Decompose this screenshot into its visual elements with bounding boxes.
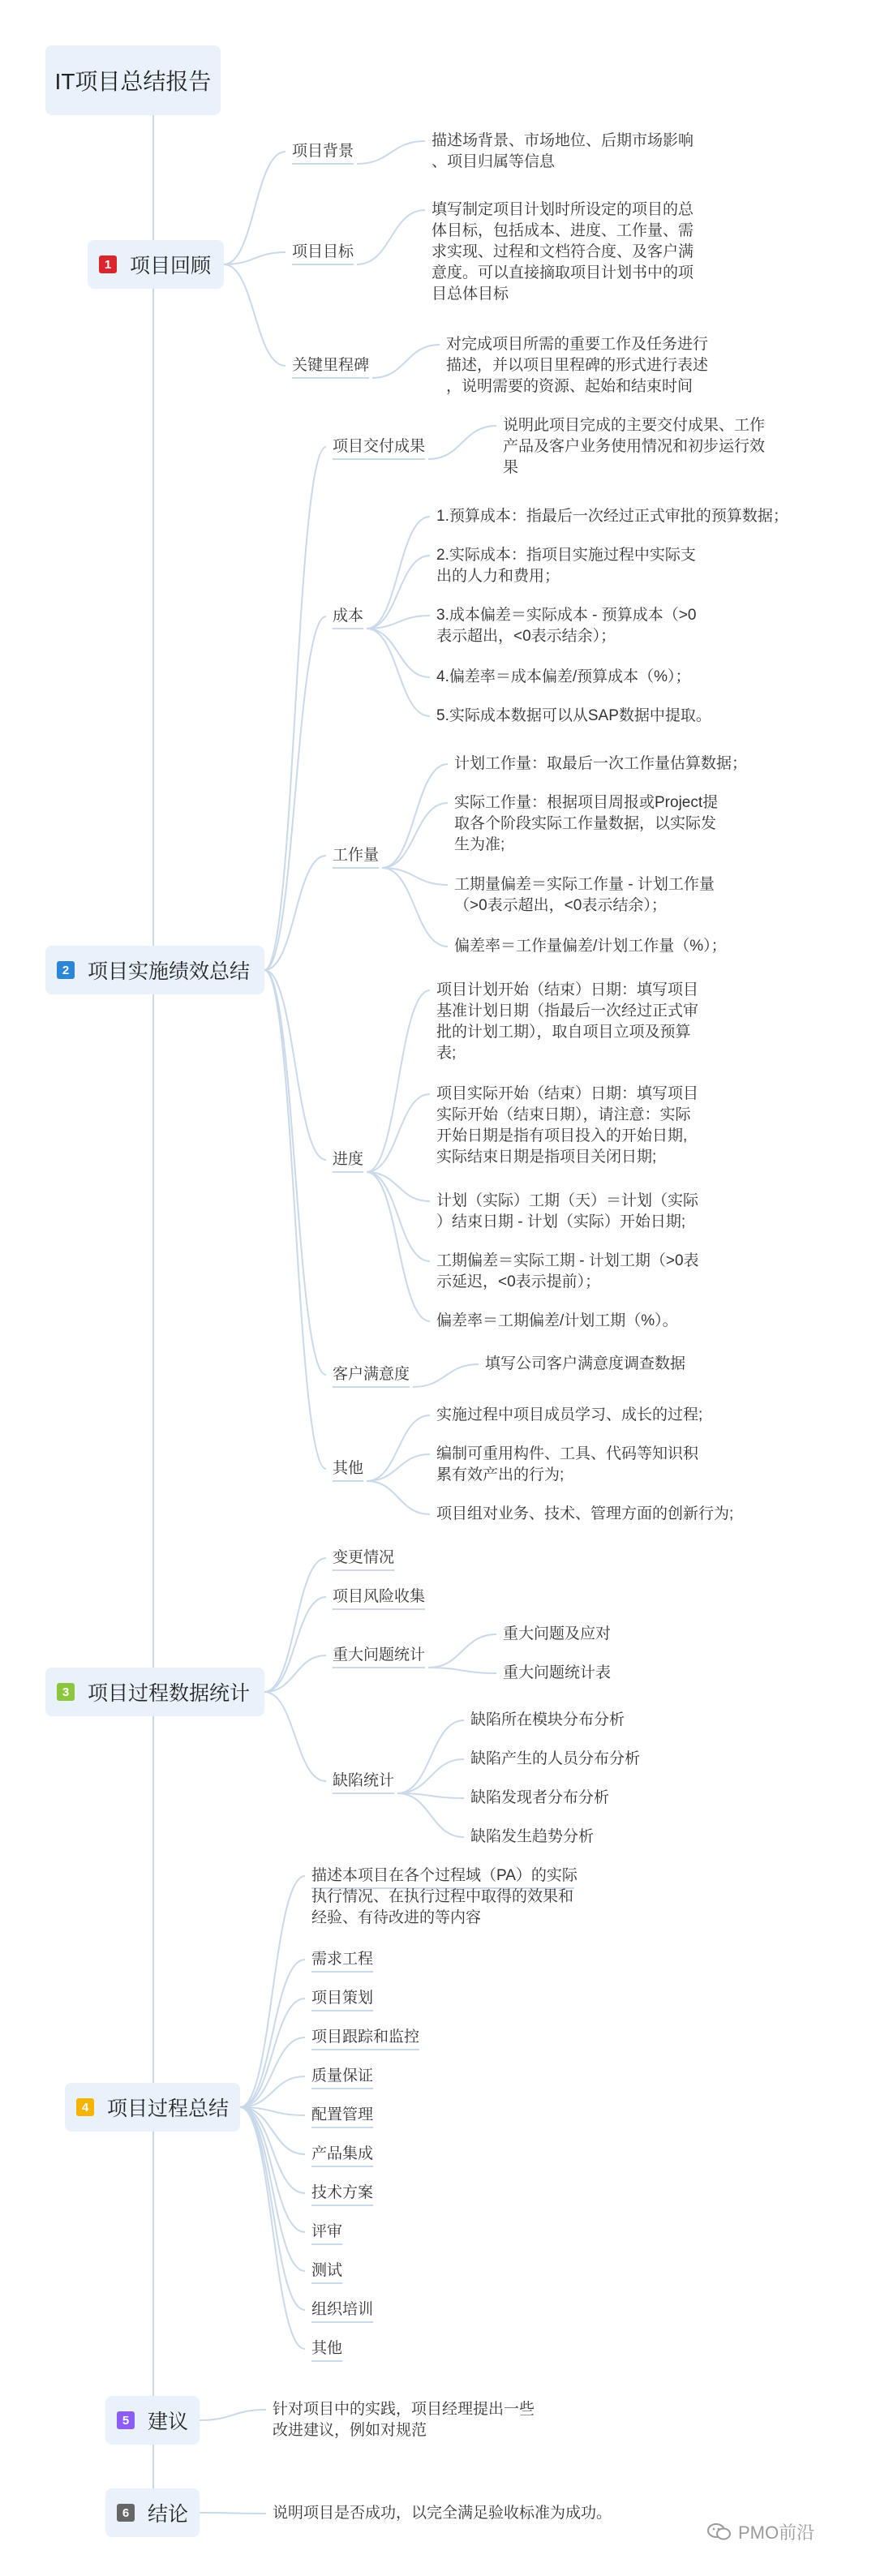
section-label: 结论 xyxy=(148,2503,189,2526)
branch-label: 重大问题统计 xyxy=(333,1646,426,1664)
section-node-5[interactable] xyxy=(105,2396,200,2445)
leaf-item: 实施过程中项目成员学习、成长的过程; xyxy=(436,1406,703,1423)
leaf-item: 基准计划日期（指最后一次经过正式审 xyxy=(436,1002,699,1020)
leaf-item: 项目计划开始（结束）日期：填写项目 xyxy=(436,981,699,998)
leaf-link xyxy=(367,1094,430,1172)
branch-link xyxy=(240,2037,305,2107)
leaf-item: 取各个阶段实际工作量数据，以实际发 xyxy=(454,815,717,832)
leaf-link xyxy=(367,616,430,629)
branch-label: 测试 xyxy=(311,2262,343,2279)
branch-description: ，说明需要的资源、起始和结束时间 xyxy=(446,378,694,395)
section-label: 项目实施绩效总结 xyxy=(88,960,251,983)
desc-link xyxy=(357,141,425,164)
branch-link xyxy=(240,2107,305,2232)
branch-label: 项目策划 xyxy=(311,1990,374,2007)
leaf-link xyxy=(367,629,430,716)
desc-link xyxy=(372,345,440,378)
section-description: 说明项目是否成功，以完全满足验收标准为成功。 xyxy=(273,2505,612,2522)
branch-label: 项目目标 xyxy=(292,243,354,260)
branch-link xyxy=(240,2107,305,2271)
leaf-link xyxy=(367,1454,430,1481)
leaf-item: 偏差率＝工期偏差/计划工期（%）。 xyxy=(436,1312,678,1329)
leaf-link xyxy=(397,1793,464,1837)
leaf-item: 开始日期是指有项目投入的开始日期, xyxy=(436,1127,688,1144)
leaf-item: 批的计划工期），取自项目立项及预算 xyxy=(436,1024,691,1041)
section-desc-link xyxy=(200,2513,266,2514)
branch-link xyxy=(264,1558,326,1692)
root-title: IT项目总结报告 xyxy=(45,45,221,115)
leaf-link xyxy=(367,1172,430,1201)
leaf-link xyxy=(367,1172,430,1261)
branch-link xyxy=(240,1960,305,2107)
branch-link xyxy=(264,1655,326,1692)
branch-label: 其他 xyxy=(333,1460,364,1477)
section-node-2[interactable] xyxy=(45,946,264,994)
branch-description: 目总体目标 xyxy=(432,286,509,303)
branch-label: 描述本项目在各个过程域（PA）的实际 xyxy=(311,1867,578,1884)
branch-description: 对完成项目所需的重要工作及任务进行 xyxy=(446,336,709,353)
leaf-item: 实际结束日期是指项目关闭日期; xyxy=(436,1148,657,1166)
leaf-item: 缺陷发生趋势分析 xyxy=(470,1828,595,1845)
branch-label: 变更情况 xyxy=(333,1549,395,1566)
branch-label: 项目风险收集 xyxy=(333,1588,426,1605)
section-number-badge: 1 xyxy=(99,255,117,273)
section-number-badge: 4 xyxy=(76,2098,94,2116)
branch-link xyxy=(240,1999,305,2107)
branch-label: 组织培训 xyxy=(311,2301,374,2318)
leaf-item: 偏差率＝工作量偏差/计划工作量（%）； xyxy=(454,938,727,955)
branch-description: 求实现、过程和文档符合度、及客户满 xyxy=(432,243,694,260)
section-label: 项目过程总结 xyxy=(107,2097,230,2120)
leaf-item: 缺陷发现者分布分析 xyxy=(470,1789,610,1806)
branch-link xyxy=(264,856,326,970)
leaf-item: 2.实际成本：指项目实施过程中实际支 xyxy=(436,547,696,564)
branch-label: 项目跟踪和监控 xyxy=(311,2029,420,2046)
leaf-item: 缺陷产生的人员分布分析 xyxy=(470,1750,641,1767)
branch-description: 、项目归属等信息 xyxy=(432,153,556,170)
branch-link xyxy=(224,152,286,264)
leaf-item: 5.实际成本数据可以从SAP数据中提取。 xyxy=(436,707,711,724)
leaf-item: 3.成本偏差＝实际成本 - 预算成本（>0 xyxy=(436,607,697,624)
branch-description: 意度。可以直接摘取项目计划书中的项 xyxy=(432,264,694,281)
branch-link xyxy=(240,2107,305,2310)
branch-link xyxy=(224,264,286,366)
watermark-text: PMO前沿 xyxy=(738,2522,815,2543)
leaf-item: 表; xyxy=(436,1045,457,1062)
leaf-link xyxy=(367,1481,430,1514)
branch-link xyxy=(264,970,326,1469)
branch-label: 需求工程 xyxy=(311,1951,374,1968)
branch-description: 产品及客户业务使用情况和初步运行效 xyxy=(503,438,766,455)
leaf-item: 表示超出，<0表示结余）； xyxy=(436,628,616,645)
branch-description: 描述，并以项目里程碑的形式进行表述 xyxy=(446,357,709,374)
leaf-link xyxy=(397,1759,464,1793)
branch-label: 其他 xyxy=(311,2340,343,2357)
branch-link xyxy=(240,1876,305,2107)
leaf-item: 4.偏差率＝成本偏差/预算成本（%）； xyxy=(436,668,691,685)
branch-link xyxy=(264,447,326,970)
branch-label: 配置管理 xyxy=(311,2106,374,2123)
leaf-item: ）结束日期 - 计划（实际）开始日期; xyxy=(436,1213,686,1230)
leaf-item: 工期偏差＝实际工期 - 计划工期（>0表 xyxy=(436,1252,699,1269)
branch-label: 经验、有待改进的等内容 xyxy=(311,1909,482,1926)
branch-link xyxy=(240,2076,305,2107)
branch-description: 填写制定项目计划时所设定的项目的总 xyxy=(432,201,694,218)
desc-link xyxy=(413,1364,479,1387)
leaf-item: 累有效产出的行为; xyxy=(436,1466,565,1483)
section-number-badge: 2 xyxy=(57,961,75,979)
branch-label: 缺陷统计 xyxy=(333,1772,395,1789)
leaf-link xyxy=(382,764,448,868)
leaf-link xyxy=(367,629,430,677)
leaf-item: 出的人力和费用； xyxy=(436,568,560,585)
leaf-link xyxy=(428,1668,496,1673)
branch-description: 果 xyxy=(503,459,519,476)
leaf-item: 工期量偏差＝实际工作量 - 计划工作量 xyxy=(454,876,715,893)
branch-link xyxy=(240,2107,305,2193)
desc-link xyxy=(428,426,496,459)
branch-label: 工作量 xyxy=(333,847,380,864)
branch-label: 质量保证 xyxy=(311,2067,374,2084)
section-label: 建议 xyxy=(148,2411,189,2433)
section-node-6[interactable] xyxy=(105,2488,200,2537)
branch-link xyxy=(264,1692,326,1781)
branch-label: 产品集成 xyxy=(311,2145,374,2162)
branch-label: 技术方案 xyxy=(311,2184,374,2201)
leaf-link xyxy=(367,990,430,1172)
leaf-link xyxy=(428,1634,496,1668)
branch-label: 成本 xyxy=(333,608,364,625)
leaf-link xyxy=(367,517,430,629)
branch-link xyxy=(264,616,326,970)
leaf-item: 计划工作量：取最后一次工作量估算数据； xyxy=(454,755,748,772)
branch-description: 体目标，包括成本、进度、工作量、需 xyxy=(432,222,694,239)
section-number-badge: 5 xyxy=(117,2411,135,2429)
branch-link xyxy=(240,2107,305,2115)
branch-label: 项目背景 xyxy=(292,143,354,160)
leaf-link xyxy=(397,1793,464,1798)
leaf-link xyxy=(397,1720,464,1793)
section-description: 改进建议，例如对规范 xyxy=(273,2422,427,2439)
branch-label: 评审 xyxy=(311,2223,343,2240)
leaf-item: 实际工作量：根据项目周报或Project提 xyxy=(454,794,719,811)
branch-link xyxy=(224,252,286,264)
leaf-item: 实际开始（结束日期），请注意：实际 xyxy=(436,1106,691,1123)
leaf-item: 计划（实际）工期（天）＝计划（实际 xyxy=(436,1192,699,1209)
leaf-item: 生为准; xyxy=(454,836,505,853)
leaf-link xyxy=(367,556,430,629)
section-number-badge: 3 xyxy=(57,1683,75,1701)
leaf-item: 缺陷所在模块分布分析 xyxy=(470,1711,625,1728)
branch-description: 填写公司客户满意度调查数据 xyxy=(485,1355,686,1372)
leaf-item: 示延迟，<0表示提前）； xyxy=(436,1273,601,1290)
branch-label: 进度 xyxy=(333,1151,364,1168)
branch-label: 执行情况、在执行过程中取得的效果和 xyxy=(311,1888,574,1905)
desc-link xyxy=(357,210,425,264)
leaf-link xyxy=(382,803,448,868)
leaf-item: 编制可重用构件、工具、代码等知识积 xyxy=(436,1445,699,1462)
branch-label: 关键里程碑 xyxy=(292,357,370,374)
branch-link xyxy=(264,970,326,1375)
branch-link xyxy=(264,1597,326,1692)
leaf-item: 1.预算成本：指最后一次经过正式审批的预算数据； xyxy=(436,508,788,525)
leaf-item: 重大问题及应对 xyxy=(503,1625,612,1642)
leaf-link xyxy=(367,1172,430,1321)
leaf-item: 重大问题统计表 xyxy=(503,1664,612,1681)
section-description: 针对项目中的实践，项目经理提出一些 xyxy=(273,2401,535,2418)
branch-link xyxy=(240,2107,305,2154)
section-desc-link xyxy=(200,2410,266,2420)
leaf-link xyxy=(382,868,448,885)
section-node-4[interactable] xyxy=(65,2083,240,2132)
watermark xyxy=(707,2519,814,2544)
wechat-icon xyxy=(707,2522,732,2542)
branch-description: 描述场背景、市场地位、后期市场影响 xyxy=(432,132,694,149)
branch-link xyxy=(240,2107,305,2349)
branch-label: 客户满意度 xyxy=(333,1366,410,1383)
leaf-item: 项目实际开始（结束）日期：填写项目 xyxy=(436,1085,699,1102)
section-label: 项目回顾 xyxy=(130,255,212,277)
branch-link xyxy=(264,970,326,1160)
leaf-item: 项目组对业务、技术、管理方面的创新行为; xyxy=(436,1505,734,1522)
section-label: 项目过程数据统计 xyxy=(88,1682,251,1705)
leaf-link xyxy=(367,1415,430,1481)
branch-description: 说明此项目完成的主要交付成果、工作 xyxy=(503,417,766,434)
section-node-1[interactable] xyxy=(88,240,224,289)
branch-label: 项目交付成果 xyxy=(333,438,426,455)
leaf-link xyxy=(382,868,448,947)
leaf-item: （>0表示超出，<0表示结余）； xyxy=(454,897,667,914)
section-number-badge: 6 xyxy=(117,2504,135,2522)
section-node-3[interactable] xyxy=(45,1668,264,1716)
